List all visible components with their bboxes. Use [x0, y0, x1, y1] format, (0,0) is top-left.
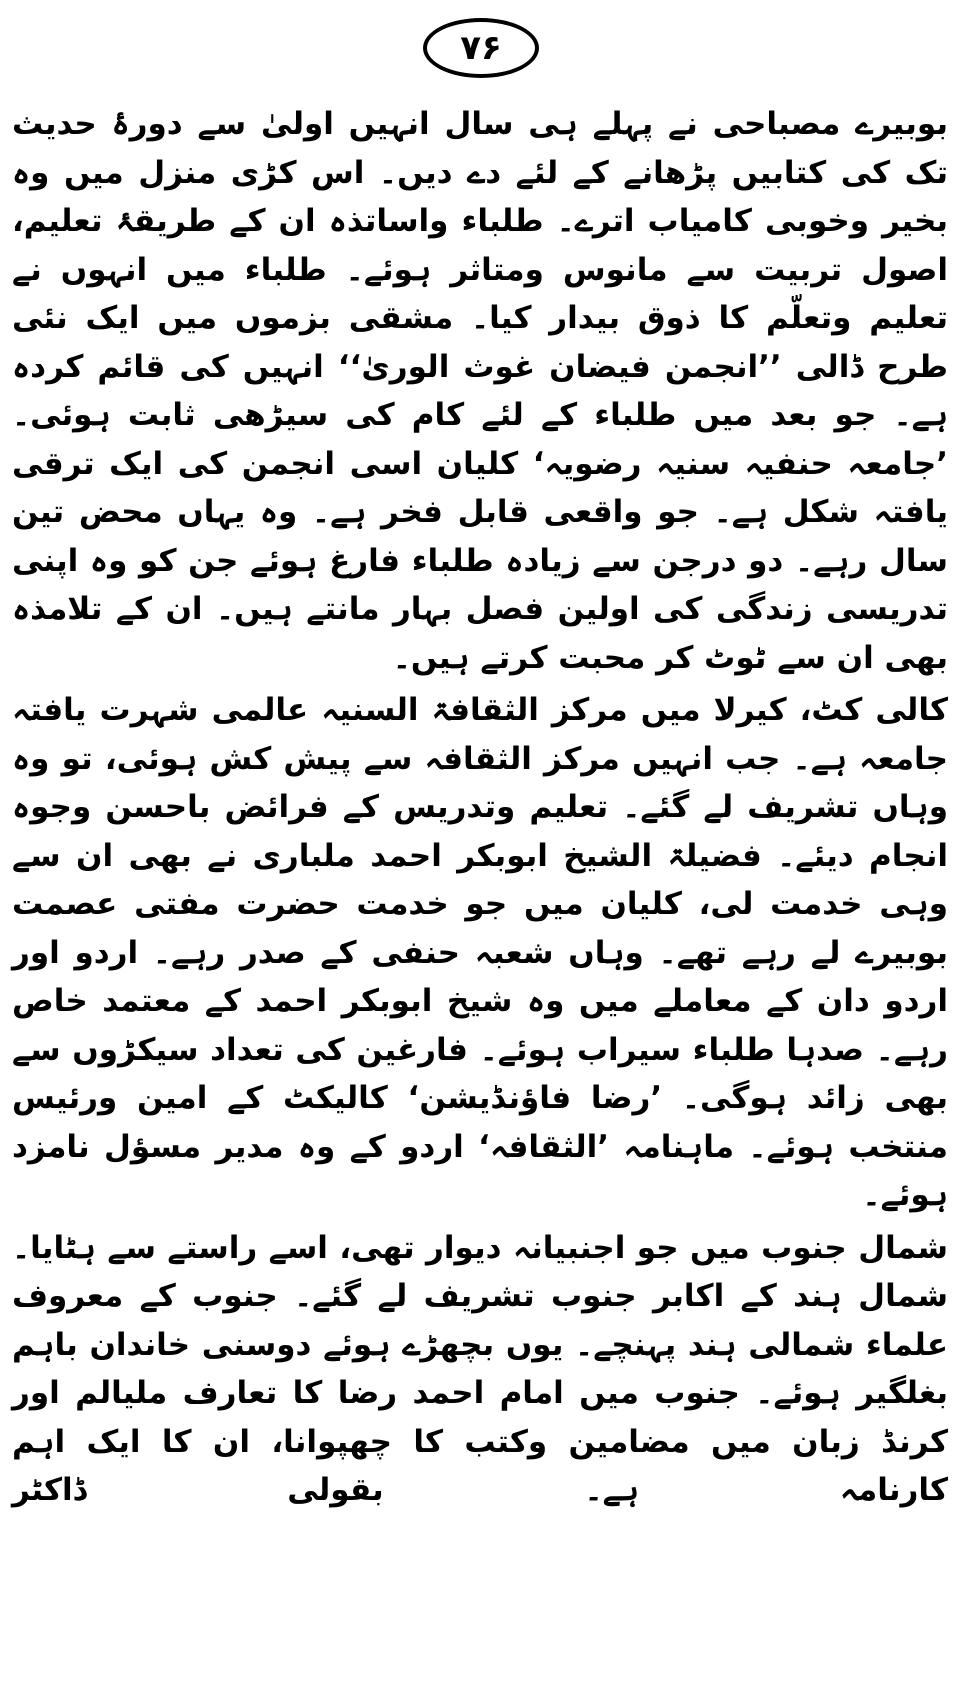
- paragraph-3: شمال جنوب میں جو اجنبیانہ دیوار تھی، اسے راستے سے ہٹایا۔ شمال ہند کے اکابر جنوب تشریف لے گئے۔ جنوب کے معروف علماء شمالی ہند پہنچے۔ یوں بچھڑے ہوئے دوسنی خاندان باہم بغلگیر ہوئے۔ جنوب میں امام احمد رضا کا تعارف ملیالم اور کرنڈ زبان میں مضامین وکتب کا چھپوانا، ان کا ایک اہم کارنامہ ہے۔ بقولی ڈاکٹر: [12, 1229, 948, 1508]
- text-body: [12, 100, 948, 1515]
- page-number: ۷۶: [423, 18, 539, 78]
- paragraph-2: کالی کٹ، کیرلا میں مرکز الثقافۃ السنیہ عالمی شہرت یافتہ جامعہ ہے۔ جب انہیں مرکز الثقافہ سے پیش کش ہوئی، تو وہ وہاں تشریف لے گئے۔ تعلیم وتدریس کے فرائض باحسن وجوہ انجام دیئے۔ فضیلۃ الشیخ ابوبکر احمد ملباری نے بھی ان سے وہی خدمت لی، کلیان میں جو خدمت حضرت مفتی عصمت بوبیرے لے رہے تھے۔ وہاں شعبہ حنفی کے صدر رہے۔ اردو اور اردو دان کے معاملے میں وہ شیخ ابوبکر احمد کے معتمد خاص رہے۔ صدہا طلباء سیراب ہوئے۔ فارغین کی تعداد سیکڑوں سے بھی زائد ہوگی۔ ’رضا فاؤنڈیشن‘ کالیکٹ کے امین ورئیس منتخب ہوئے۔ ماہنامہ ’الثقافہ‘ اردو کے وہ مدیر مسؤل نامزد ہوئے۔: [12, 692, 948, 1213]
- paragraph-1: بوبیرے مصباحی نے پہلے ہی سال انہیں اولیٰ سے دورۂ حدیث تک کی کتابیں پڑھانے کے لئے دے دیں۔ اس کڑی منزل میں وہ بخیر وخوبی کامیاب اترے۔ طلباء واساتذہ ان کے طریقۂ تعلیم، اصول تربیت سے مانوس ومتاثر ہوئے۔ طلباء میں انہوں نے تعلیم وتعلّم کا ذوق بیدار کیا۔ مشقی بزموں میں ایک نئی طرح ڈالی ’’انجمن فیضان غوث الوریٰ‘‘ انہیں کی قائم کردہ ہے۔ جو بعد میں طلباء کے لئے کام کی سیڑھی ثابت ہوئی۔ ’جامعہ حنفیہ سنیہ رضویہ‘ کلیان اسی انجمن کی ایک ترقی یافتہ شکل ہے۔ جو واقعی قابل فخر ہے۔ وہ یہاں محض تین سال رہے۔ دو درجن سے زیادہ طلباء فارغ ہوئے جن کو وہ اپنی تدریسی زندگی کی اولین فصل بہار مانتے ہیں۔ ان کے تلامذہ بھی ان سے ٹوٹ کر محبت کرتے ہیں۔: [12, 106, 948, 676]
